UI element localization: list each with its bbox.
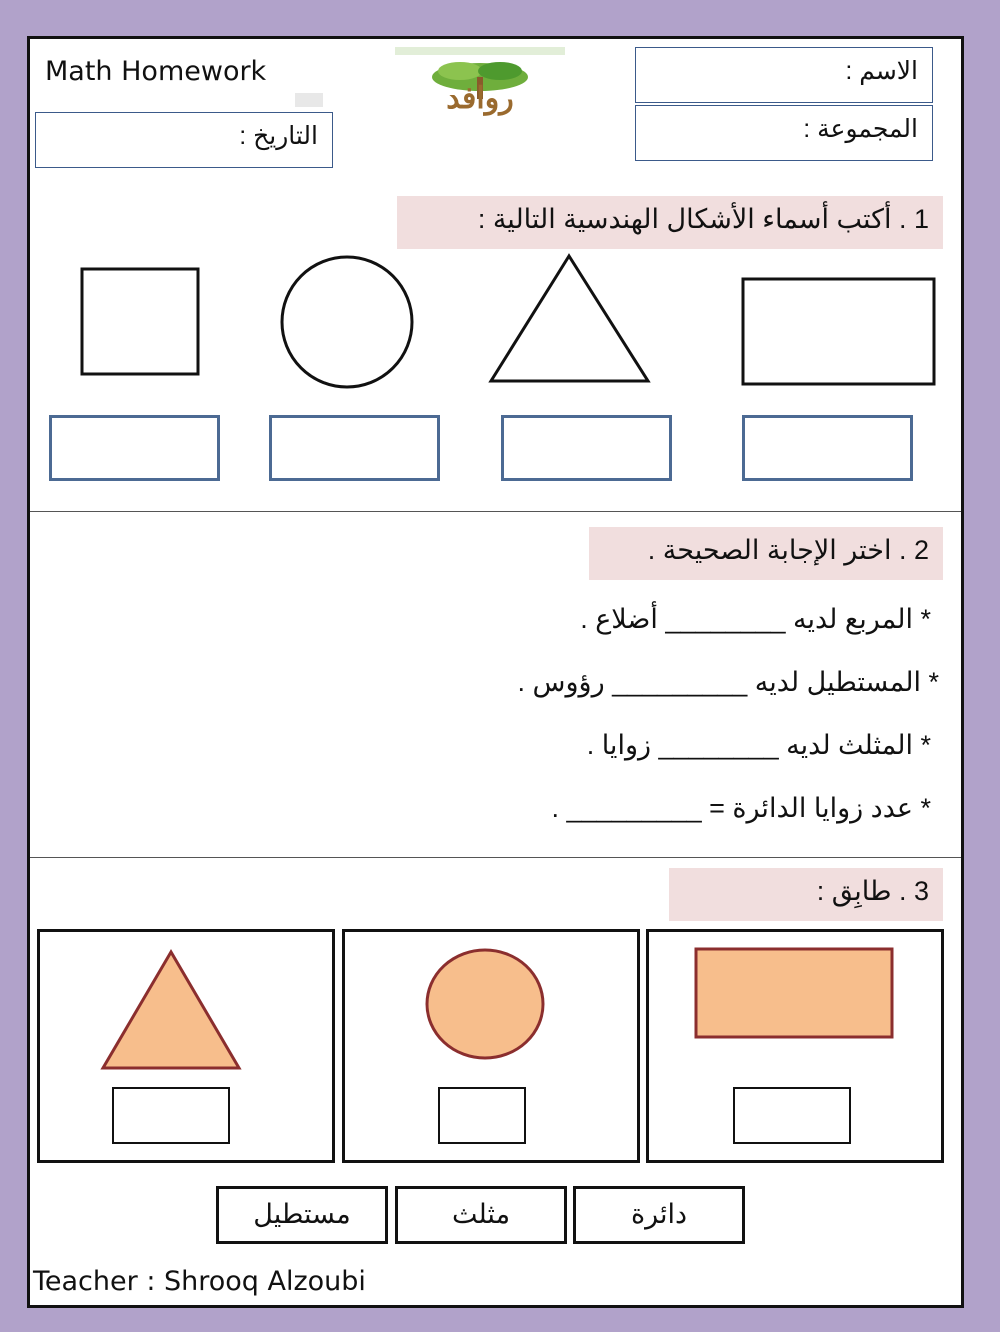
match-answer-box-rectangle[interactable] (733, 1087, 851, 1144)
worksheet (27, 36, 964, 1308)
question-rectangle-vertices: * المستطيل لديه _________ رؤوس . (517, 667, 939, 697)
answer-box-triangle[interactable] (501, 415, 672, 481)
match-answer-box-circle[interactable] (438, 1087, 526, 1144)
group-label: المجموعة : (803, 115, 918, 143)
match-panel-circle (342, 929, 640, 1163)
date-label: التاريخ : (239, 122, 318, 150)
word-option-circle[interactable]: دائرة (573, 1186, 745, 1244)
section1-heading: 1 . أكتب أسماء الأشكال الهندسية التالية : (397, 196, 943, 249)
name-label: الاسم : (845, 57, 918, 85)
word-option-rectangle[interactable]: مستطيل (216, 1186, 388, 1244)
answer-box-square[interactable] (49, 415, 220, 481)
worksheet-title: Math Homework (45, 56, 267, 87)
orange-triangle (103, 952, 239, 1068)
orange-rectangle (696, 949, 892, 1037)
word-option-triangle[interactable]: مثلث (395, 1186, 567, 1244)
teacher-name: Teacher : Shrooq Alzoubi (33, 1266, 366, 1297)
orange-circle (427, 950, 543, 1058)
triangle-shape (491, 256, 648, 381)
match-answer-box-triangle[interactable] (112, 1087, 230, 1144)
section-divider-2 (30, 857, 961, 858)
question-square-sides: * المربع لديه ________ أضلاع . (580, 604, 931, 634)
section2-heading: 2 . اختر الإجابة الصحيحة . (589, 527, 943, 580)
question-circle-angles: * عدد زوايا الدائرة = _________ . (551, 793, 931, 823)
question-triangle-angles: * المثلث لديه ________ زوايا . (586, 730, 931, 760)
answer-box-rectangle[interactable] (742, 415, 913, 481)
section-divider-1 (30, 511, 961, 512)
rectangle-shape (743, 279, 934, 384)
section3-heading: 3 . طابِق : (669, 868, 943, 921)
square-shape (82, 269, 198, 374)
answer-box-circle[interactable] (269, 415, 440, 481)
match-panel-triangle (37, 929, 335, 1163)
match-panel-rectangle (646, 929, 944, 1163)
circle-shape (282, 257, 412, 387)
logo-text: روافد (446, 81, 514, 116)
